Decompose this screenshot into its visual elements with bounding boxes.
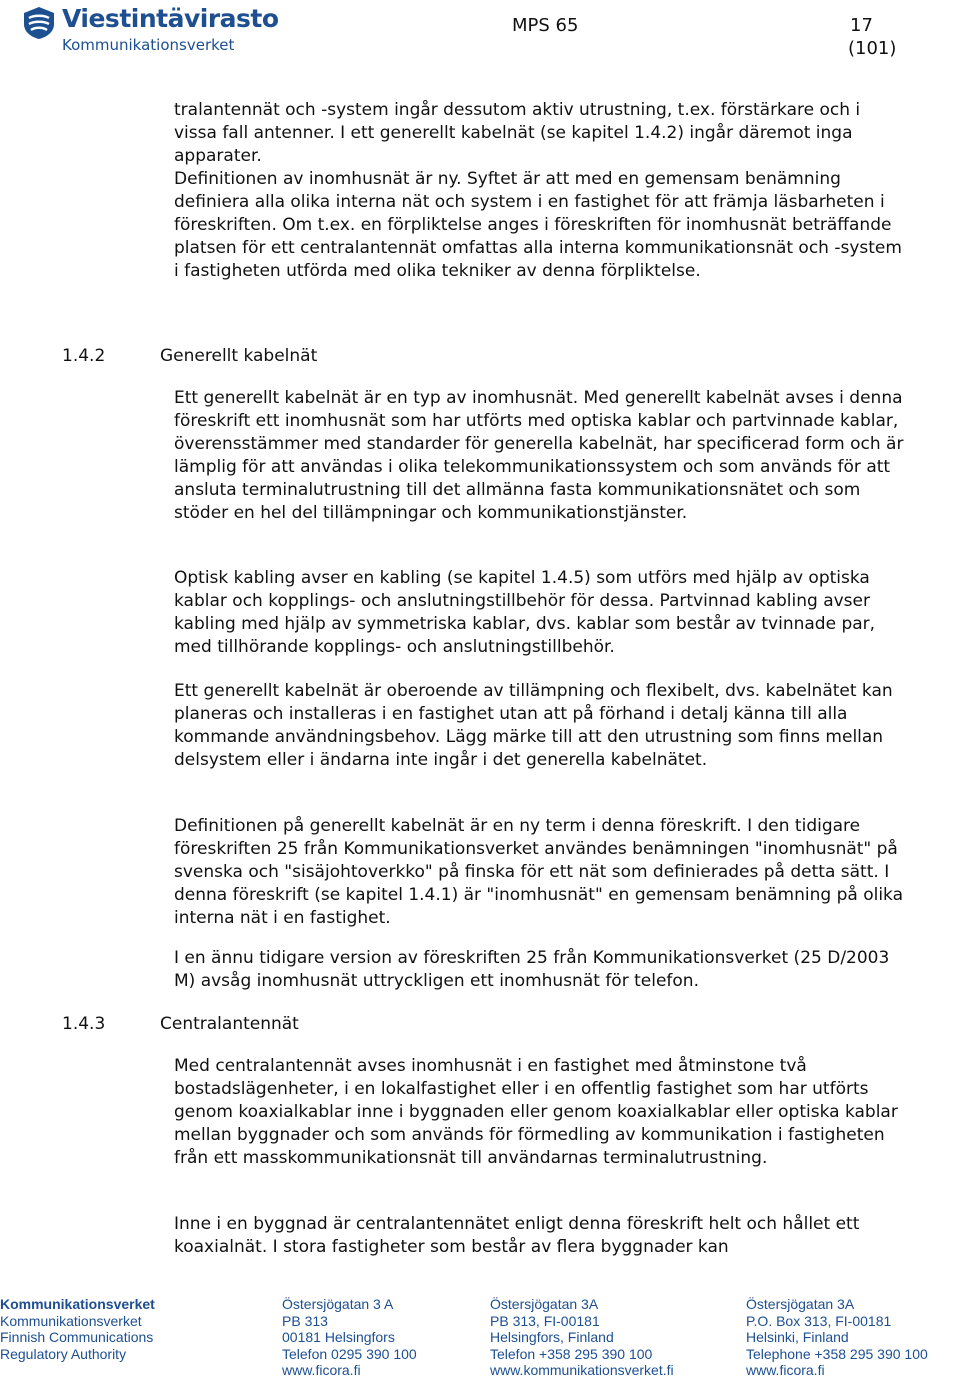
page-total: (101) xyxy=(848,38,897,59)
paragraph: I en ännu tidigare version av föreskriften 25 från Kommunikationsverket (25 D/2003 M) avsåg inomhusnät uttryckligen ett inomhusnät för telefon. xyxy=(174,948,890,991)
footer-line: P.O. Box 313, FI-00181 xyxy=(746,1312,892,1329)
footer-line: Östersjögatan 3A xyxy=(746,1296,855,1312)
footer-line: Telefon +358 295 390 100 xyxy=(490,1345,653,1362)
footer-column-address xyxy=(282,1296,417,1379)
logo-name: Viestintävirasto xyxy=(62,4,279,33)
logo xyxy=(22,4,279,54)
logo-subtitle: Kommunikationsverket xyxy=(62,36,235,54)
paragraph: Optisk kabling avser en kabling (se kapitel 1.4.5) som utförs med hjälp av optiska kablar och kopplings- och anslutningstillbehör för dessa. Partvinnad kabling avser kabling med hjälp av symmetriska kablar, dvs. kablar som består av tvinnade par, med tillhörande kopplings- och anslutningstillbehör. xyxy=(174,568,876,657)
footer-line: Kommunikationsverket xyxy=(0,1296,155,1312)
page-footer xyxy=(0,1296,960,1383)
footer-link[interactable]: www.ficora.fi xyxy=(282,1362,361,1378)
footer-link[interactable]: www.kommunikationsverket.fi xyxy=(490,1362,674,1378)
footer-line: Helsinki, Finland xyxy=(746,1329,849,1345)
paragraph: Med centralantennät avses inomhusnät i en fastighet med åtminstone två bostadslägenheter, i en lokalfastighet eller i en offentlig fastighet som har utförts genom koaxialkablar inne i byggnaden eller genom koaxialkablar eller optiska kablar mellan byggnader och som används för förmedling av kommunikation i fastigheten från ett masskommunikationsnät till användarnas terminalutrustning. xyxy=(174,1056,898,1168)
page-header xyxy=(0,0,960,70)
paragraph: Inne i en byggnad är centralantennätet enligt denna föreskrift helt och hållet ett koaxialnät. I stora fastigheter som består av flera byggnader kan xyxy=(174,1214,860,1257)
footer-link[interactable]: www.ficora.fi xyxy=(746,1362,825,1378)
section-number: 1.4.2 xyxy=(62,346,106,366)
footer-column-agency xyxy=(0,1296,155,1362)
section-heading: Centralantennät xyxy=(160,1014,299,1034)
footer-line: Östersjögatan 3A xyxy=(490,1296,599,1312)
footer-line: Regulatory Authority xyxy=(0,1345,127,1362)
footer-line: Östersjögatan 3 A xyxy=(282,1296,394,1312)
footer-line: Kommunikationsverket xyxy=(0,1312,142,1329)
paragraph: Definitionen på generellt kabelnät är en ny term i denna föreskrift. I den tidigare föreskriften 25 från Kommunikationsverket användes benämningen "inomhusnät" på svenska och "sisäjohtoverkko" på finska för ett nät som definierades på detta sätt. I denna föreskrift (se kapitel 1.4.1) är "inomhusnät" en gemensam benämning på olika interna nät i en fastighet. xyxy=(174,816,904,928)
footer-line: Helsingfors, Finland xyxy=(490,1329,614,1345)
section-heading: Generellt kabelnät xyxy=(160,346,318,366)
footer-line: PB 313 xyxy=(282,1312,328,1329)
document-code: MPS 65 xyxy=(512,15,579,36)
section-number: 1.4.3 xyxy=(62,1014,106,1034)
footer-line: 00181 Helsingfors xyxy=(282,1329,395,1345)
paragraph: Ett generellt kabelnät är en typ av inomhusnät. Med generellt kabelnät avses i denna föreskrift ett inomhusnät som har utförts med optiska kablar och partvinnade kablar, överensstämmer med standarder för generella kabelnät, har specificerad form och är lämplig för att användas i olika telekommunikationssystem och som används för att ansluta terminalutrustning till det allmänna fasta kommunikationsnätet och som stöder en hel del tillämpningar och kommunikationstjänster. xyxy=(174,388,904,523)
shield-logo-icon xyxy=(22,6,56,40)
footer-line: Telephone +358 295 390 100 xyxy=(746,1345,928,1362)
footer-line: Finnish Communications xyxy=(0,1329,154,1345)
page-number: 17 xyxy=(850,15,873,36)
paragraph: Definitionen av inomhusnät är ny. Syftet är att med en gemensam benämning definiera alla olika interna nät och system i en fastighet för att främja läsbarheten i föreskriften. Om t.ex. en förpliktelse anges i föreskriften för inomhusnät beträffande platsen för ett centralantennät omfattas alla interna kommunikationsnät och -system i fastigheten utförda med olika tekniker av denna förpliktelse. xyxy=(174,169,902,281)
paragraph: Ett generellt kabelnät är oberoende av tillämpning och flexibelt, dvs. kabelnätet kan planeras och installeras i en fastighet utan att på förhand i detalj känna till alla kommande användningsbehov. Lägg märke till att den utrustning som finns mellan delsystem eller i ändarna inte ingår i det generella kabelnätet. xyxy=(174,681,893,770)
footer-column-address-en xyxy=(746,1296,928,1379)
footer-line: PB 313, FI-00181 xyxy=(490,1312,600,1329)
footer-line: Telefon 0295 390 100 xyxy=(282,1345,417,1362)
footer-column-address-intl xyxy=(490,1296,674,1379)
paragraph: tralantennät och -system ingår dessutom aktiv utrustning, t.ex. förstärkare och i vissa fall antenner. I ett generellt kabelnät (se kapitel 1.4.2) ingår däremot inga apparater. xyxy=(174,100,861,166)
